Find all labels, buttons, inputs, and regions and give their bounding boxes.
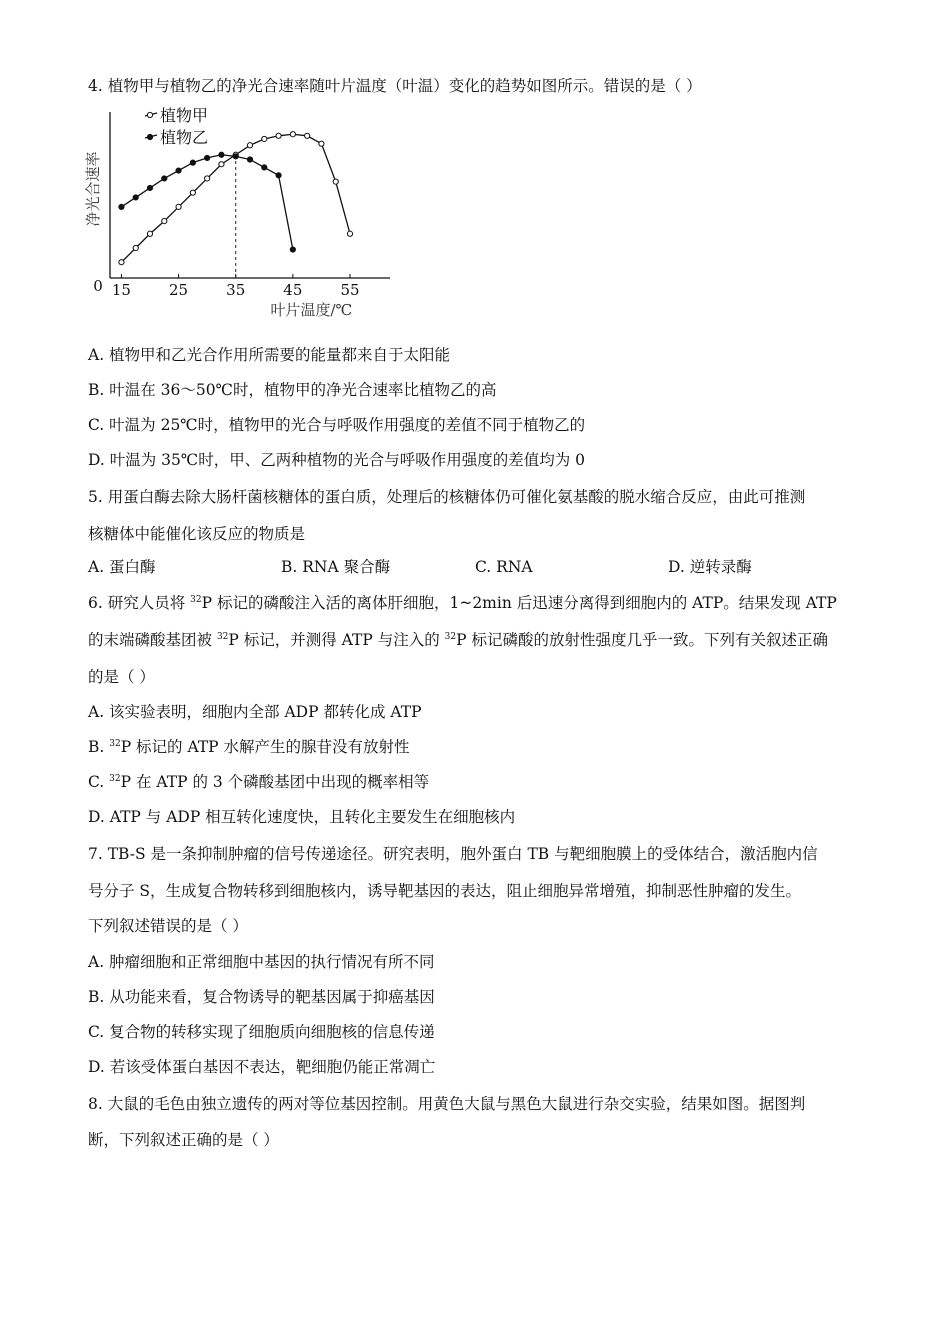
legend-label: 植物甲 xyxy=(160,106,209,125)
q5-option-c: C. RNA xyxy=(475,558,533,576)
q6-l1-text-a: 6. 研究人员将 xyxy=(88,594,191,612)
q6-l2-superscript-1: 32 xyxy=(216,632,229,642)
x-tick-label: 35 xyxy=(226,281,246,299)
q6-l2-text-a: 的末端磷酸基团被 xyxy=(88,631,217,649)
x-tick-label: 45 xyxy=(283,281,303,299)
data-point xyxy=(333,179,338,184)
data-point xyxy=(205,155,210,160)
q7-stem-line3: 下列叙述错误的是（ ） xyxy=(88,917,248,935)
data-point xyxy=(190,160,195,165)
data-point xyxy=(276,173,281,178)
q7-stem-line1: 7. TB-S 是一条抑制肿瘤的信号传递途径。研究表明，胞外蛋白 TB 与靶细胞膜上的受体结合，激活胞内信 xyxy=(88,845,818,863)
data-point xyxy=(119,260,124,265)
q6-stem-line3: 的是（ ） xyxy=(88,668,155,686)
data-point xyxy=(262,136,267,141)
net-photosynthesis-chart xyxy=(80,100,410,330)
data-point xyxy=(205,176,210,181)
x-axis-label: 叶片温度/℃ xyxy=(270,301,353,319)
q6-option-b-text: P 标记的 ATP 水解产生的腺苷没有放射性 xyxy=(120,738,410,756)
data-point xyxy=(290,132,295,137)
q4-option-c: C. 叶温为 25℃时，植物甲的光合与呼吸作用强度的差值不同于植物乙的 xyxy=(88,416,586,434)
y-axis-label: 净光合速率 xyxy=(84,151,102,227)
data-point xyxy=(162,219,167,224)
q6-option-b-letter: B. xyxy=(88,738,110,756)
data-point xyxy=(133,195,138,200)
q6-stem-line1 xyxy=(88,593,837,613)
data-point xyxy=(190,190,195,195)
data-point xyxy=(162,176,167,181)
q7-stem-line2: 号分子 S，生成复合物转移到细胞核内，诱导靶基因的表达，阻止细胞异常增殖，抑制恶性肿瘤的发生。 xyxy=(88,882,802,900)
data-point xyxy=(233,154,238,159)
q6-option-a: A. 该实验表明，细胞内全部 ADP 都转化成 ATP xyxy=(88,703,422,721)
q6-option-c-text: P 在 ATP 的 3 个磷酸基团中出现的概率相等 xyxy=(120,773,430,791)
q4-option-a: A. 植物甲和乙光合作用所需要的能量都来自于太阳能 xyxy=(88,346,451,364)
q6-l1-text-b: P 标记的磷酸注入活的离体肝细胞，1~2min 后迅速分离得到细胞内的 ATP。结果发现 ATP xyxy=(201,594,837,612)
x-tick-label: 15 xyxy=(111,281,131,299)
data-point xyxy=(290,247,295,252)
q8-stem-line1: 8. 大鼠的毛色由独立遗传的两对等位基因控制。用黄色大鼠与黑色大鼠进行杂交实验，结果如图。据图判 xyxy=(88,1095,806,1113)
data-point xyxy=(262,165,267,170)
q7-option-c: C. 复合物的转移实现了细胞质向细胞核的信息传递 xyxy=(88,1023,435,1041)
q6-option-d: D. ATP 与 ADP 相互转化速度快，且转化主要发生在细胞核内 xyxy=(88,808,516,826)
q7-option-a: A. 肿瘤细胞和正常细胞中基因的执行情况有所不同 xyxy=(88,953,435,971)
data-point xyxy=(147,185,152,190)
data-point xyxy=(219,162,224,167)
data-point xyxy=(147,231,152,236)
data-point xyxy=(176,168,181,173)
legend-label: 植物乙 xyxy=(160,128,209,147)
data-point xyxy=(305,133,310,138)
q8-stem-line2: 断，下列叙述正确的是（ ） xyxy=(88,1131,279,1149)
q6-stem-line2 xyxy=(88,630,828,650)
q6-option-c-letter: C. xyxy=(88,773,110,791)
q5-stem-line1: 5. 用蛋白酶去除大肠杆菌核糖体的蛋白质，处理后的核糖体仍可催化氨基酸的脱水缩合反应，由此可推测 xyxy=(88,488,806,506)
x-tick-label: 25 xyxy=(169,281,189,299)
q5-option-b: B. RNA 聚合酶 xyxy=(281,558,391,576)
q6-l2-superscript-2: 32 xyxy=(444,632,457,642)
q6-l2-text-b: P 标记，并测得 ATP 与注入的 xyxy=(228,631,445,649)
q5-option-d: D. 逆转录酶 xyxy=(668,558,752,576)
data-point xyxy=(247,143,252,148)
data-point xyxy=(133,245,138,250)
q7-option-b: B. 从功能来看，复合物诱导的靶基因属于抑癌基因 xyxy=(88,988,435,1006)
origin-label: 0 xyxy=(93,277,103,295)
q6-option-b xyxy=(88,737,410,757)
q4-option-d: D. 叶温为 35℃时，甲、乙两种植物的光合与呼吸作用强度的差值均为 0 xyxy=(88,451,586,469)
q7-option-d: D. 若该受体蛋白基因不表达，靶细胞仍能正常凋亡 xyxy=(88,1058,436,1076)
q6-l1-superscript: 32 xyxy=(190,595,202,605)
data-point xyxy=(219,152,224,157)
q6-option-c xyxy=(88,772,429,792)
q6-option-c-superscript: 32 xyxy=(109,774,121,784)
series-line-plant-yi xyxy=(121,155,292,250)
q5-option-a: A. 蛋白酶 xyxy=(88,558,156,576)
data-point xyxy=(176,204,181,209)
data-point xyxy=(319,141,324,146)
legend-marker xyxy=(147,112,152,117)
data-point xyxy=(276,133,281,138)
q5-stem-line2: 核糖体中能催化该反应的物质是 xyxy=(88,525,306,543)
data-point xyxy=(247,157,252,162)
q4-option-b: B. 叶温在 36～50℃时，植物甲的净光合速率比植物乙的高 xyxy=(88,381,497,399)
data-point xyxy=(119,204,124,209)
q6-option-b-superscript: 32 xyxy=(109,739,121,749)
legend-marker xyxy=(147,134,152,139)
x-tick-label: 55 xyxy=(340,281,360,299)
q6-l2-text-c: P 标记磷酸的放射性强度几乎一致。下列有关叙述正确 xyxy=(456,631,828,649)
q4-stem: 4. 植物甲与植物乙的净光合速率随叶片温度（叶温）变化的趋势如图所示。错误的是（ ） xyxy=(88,77,702,95)
data-point xyxy=(347,231,352,236)
